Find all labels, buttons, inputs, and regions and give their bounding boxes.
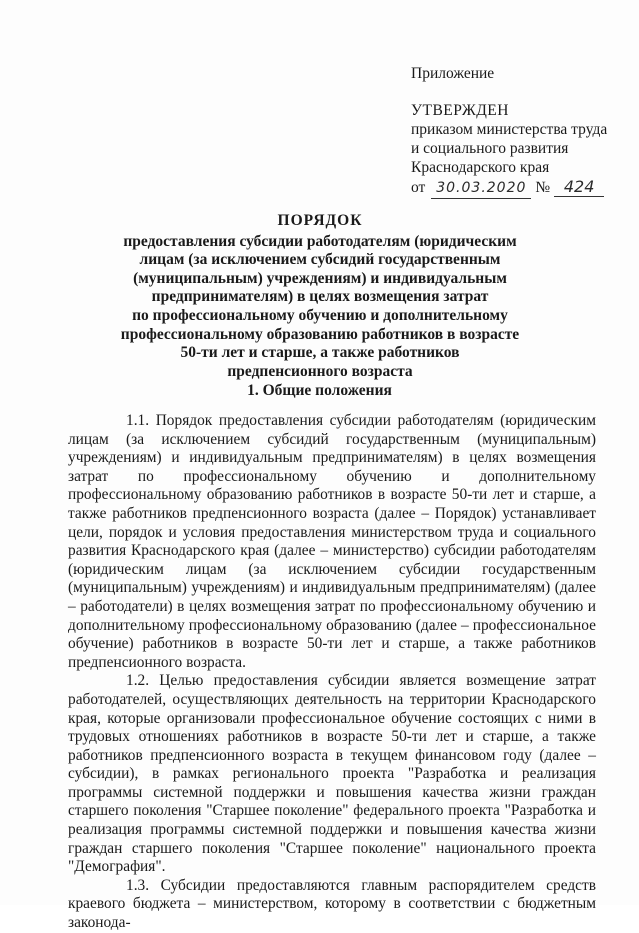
order-number: 424 — [554, 177, 604, 197]
from-label: от — [411, 179, 426, 196]
title-line: предпенсионного возраста — [227, 362, 413, 380]
approval-line: и социального развития — [411, 140, 569, 157]
approval-line: Краснодарского края — [411, 159, 550, 176]
section-title: 1. Общие положения — [247, 382, 392, 399]
number-label: № — [535, 179, 551, 196]
title-line: лицам (за исключением субсидий государственным — [139, 251, 501, 269]
paragraph: 1.3. Субсидии предоставляются главным распорядителем средств краевого бюджета – министерством, которому в соответствии с бюджетным законода- — [68, 876, 596, 932]
approval-block — [411, 64, 621, 199]
title-line: профессиональному образованию работников в возрасте — [120, 325, 520, 343]
approved-label: УТВЕРЖДЕН — [411, 102, 509, 119]
document-body — [68, 412, 596, 933]
appendix-label: Приложение — [411, 65, 495, 82]
title-line: предпринимателям) в целях возмещения затрат — [151, 288, 489, 306]
approval-line: приказом министерства труда — [411, 121, 608, 138]
title-line: (муниципальным) учреждениям) и индивидуальным — [133, 269, 507, 287]
title-line: 50-ти лет и старше, а также работников — [180, 344, 460, 362]
order-date-number-line — [411, 177, 621, 199]
paragraph: 1.2. Целью предоставления субсидии является возмещение затрат работодателей, осуществляющих деятельность на территории Краснодарского края, которые организовали профессиональное обучение состоящих с ними в трудовых отношениях работников в возрасте 50-ти лет и старше, а также работников предпенсионного возраста в текущем финансовом году (далее – субсидии), в рамках регионального проекта "Разработка и реализация программы системной поддержки и повышения качества жизни граждан старшего поколения "Старшее поколение" федерального проекта "Разработка и реализация программы системной поддержки и повышения качества жизни граждан старшего поколения "Старшее поколение" национального проекта "Демография". — [68, 672, 596, 876]
document-title — [90, 212, 550, 381]
title-heading: ПОРЯДОК — [277, 212, 363, 229]
title-line: предоставления субсидии работодателям (юридическим — [123, 232, 517, 250]
paragraph: 1.1. Порядок предоставления субсидии работодателям (юридическим лицам (за исключением субсидий государственным (муниципальным) учреждениям) и индивидуальным предпринимателям) в целях возмещения затрат по профессиональному обучению и дополнительному профессиональному образованию работников в возрасте 50-ти лет и старше, а также работников предпенсионного возраста (далее – Порядок) устанавливает цели, порядок и условия предоставления министерством труда и социального развития Краснодарского края (далее – министерство) субсидии работодателям (юридическим лицам (за исключением субсидии государственным (муниципальным) учреждениям) и индивидуальным предпринимателям) (далее – работодатели) в целях возмещения затрат по профессиональному обучению и дополнительному профессиональному образованию (далее – профессиональное обучение) работников в возрасте 50-ти лет и старше, а также работников предпенсионного возраста. — [68, 412, 596, 671]
title-line: по профессиональному обучению и дополнительному — [132, 306, 508, 324]
order-date: 30.03.2020 — [431, 179, 531, 199]
